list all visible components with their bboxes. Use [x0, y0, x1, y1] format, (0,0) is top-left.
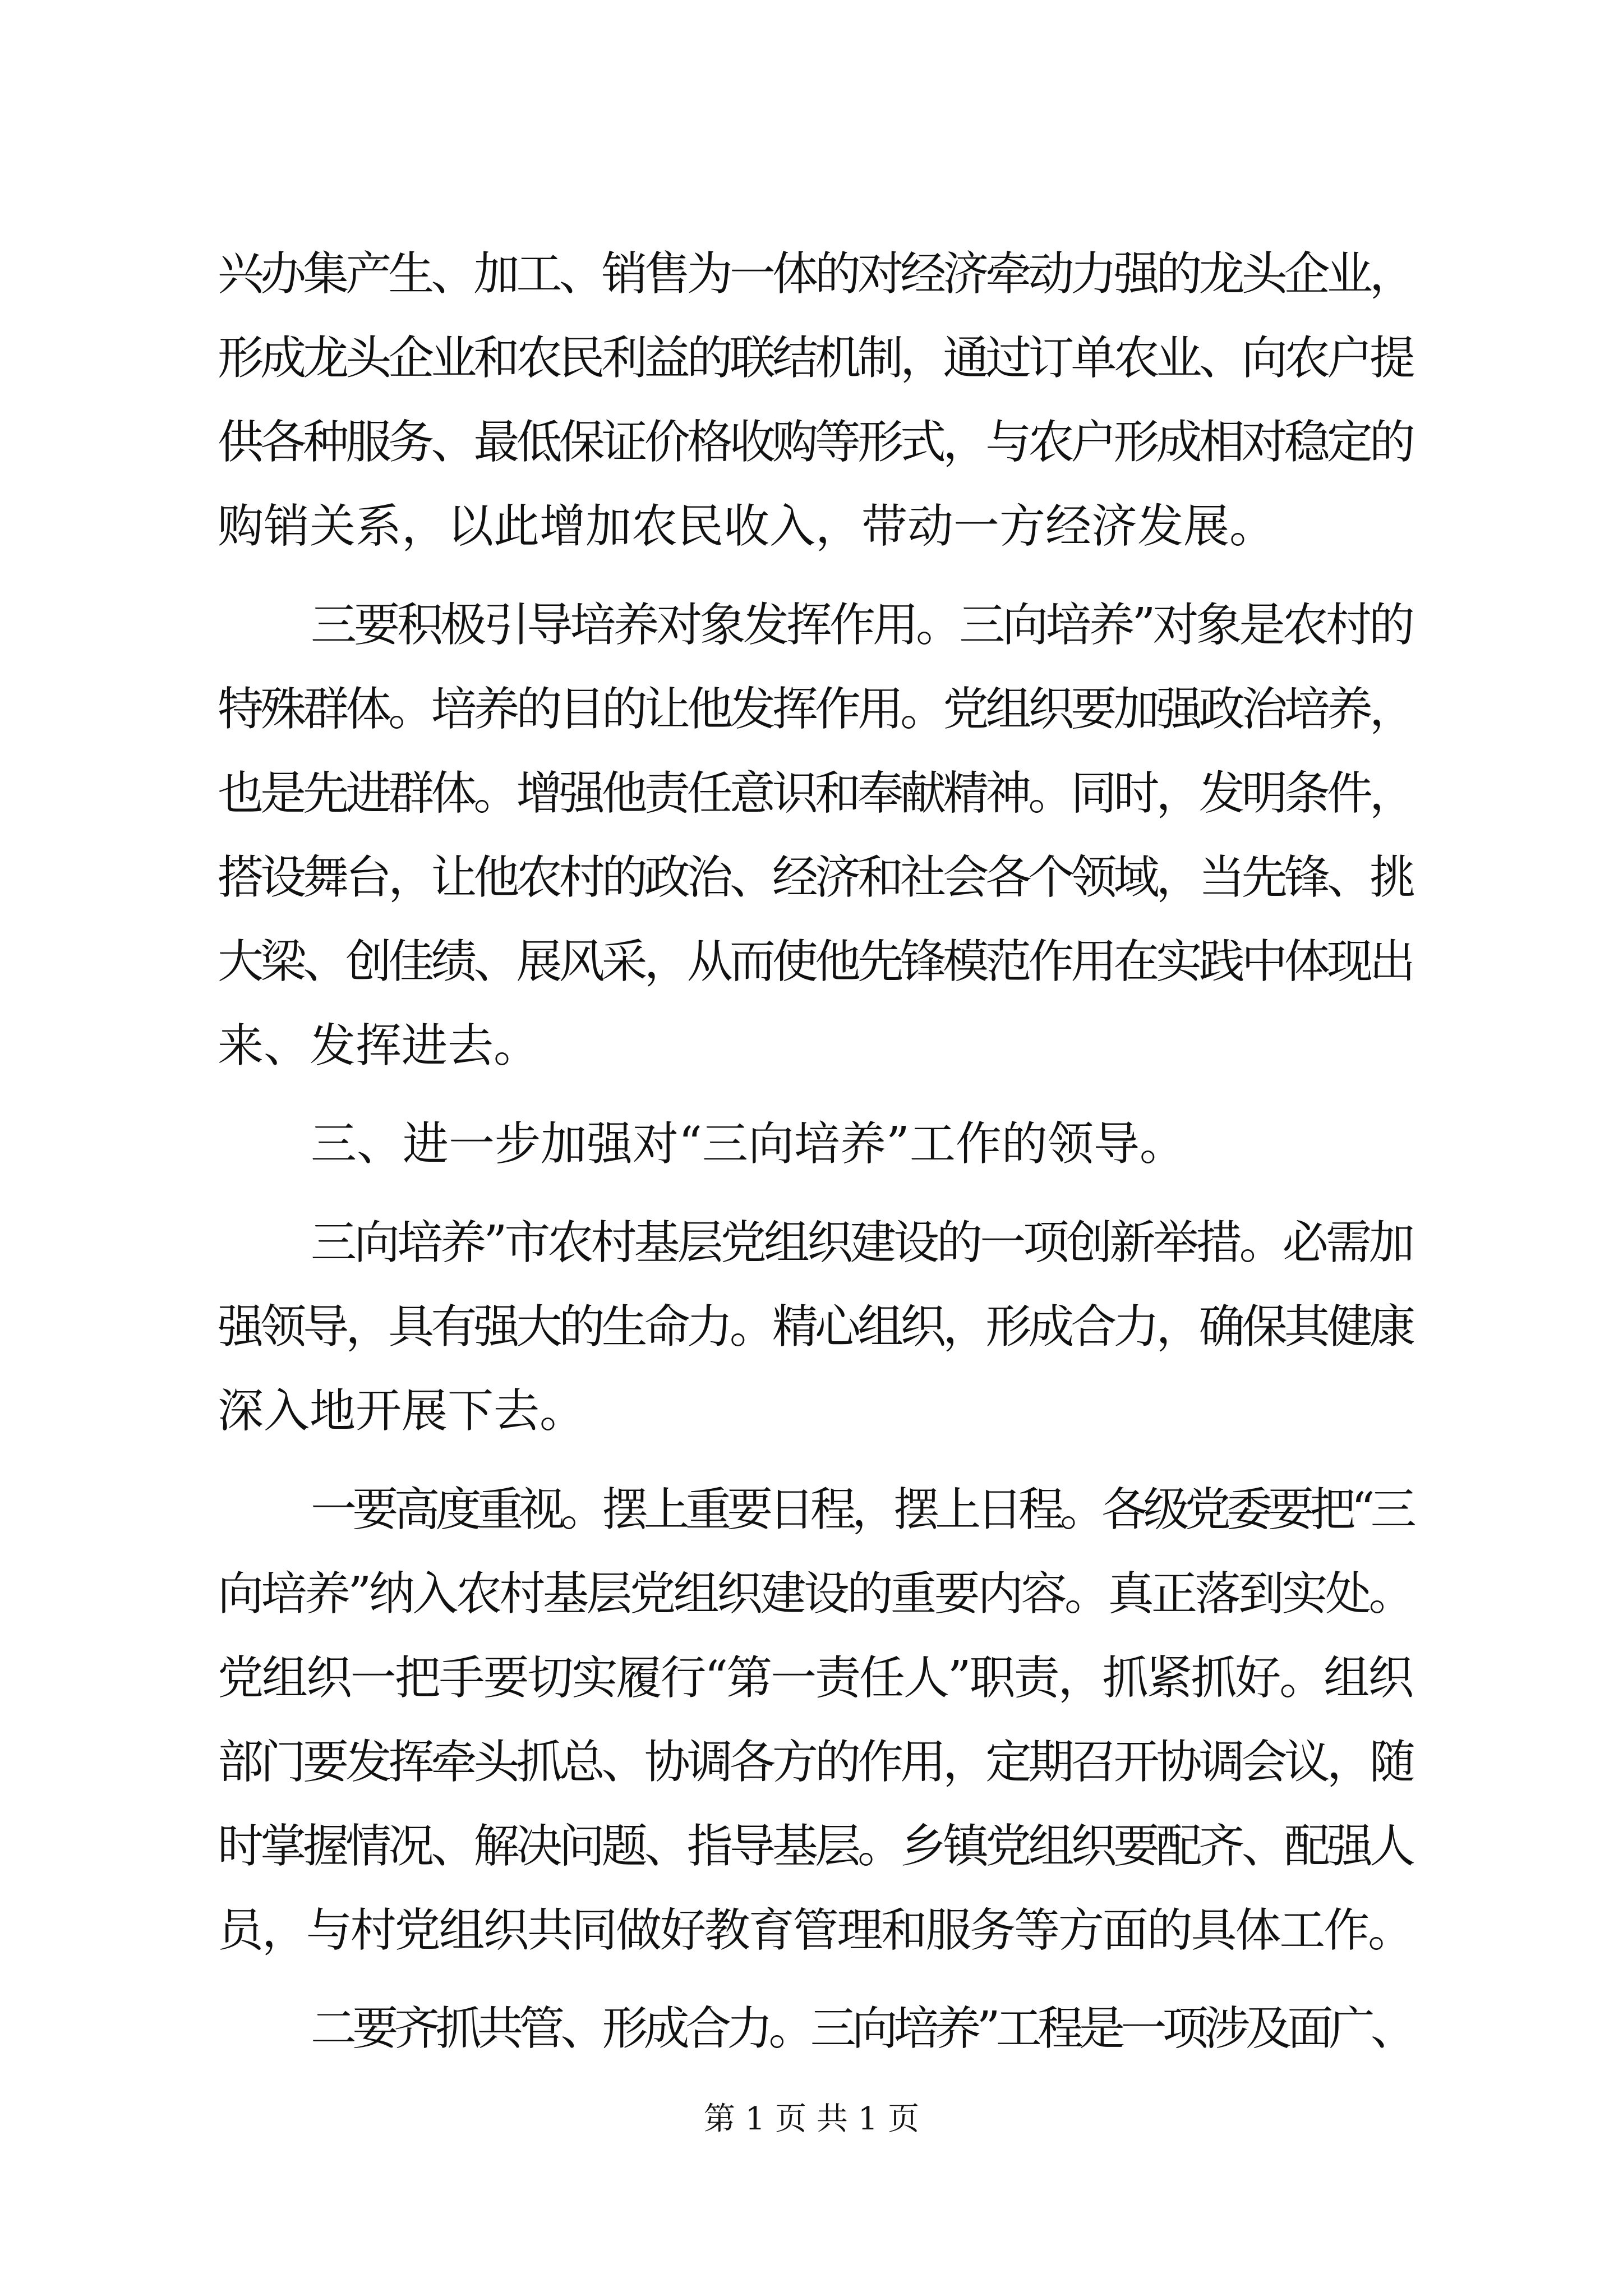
- page-footer: 第 1 页 共 1 页: [703, 2101, 920, 2137]
- paragraph-first-line: 三要积极引导培养对象发挥作用。三向培养”对象是农村的: [311, 599, 1412, 652]
- paragraph-line: 深入地开展下去。: [218, 1384, 586, 1438]
- paragraph-line: 大梁、创佳绩、展风采，从而使他先锋模范作用在实践中体现出: [218, 935, 1412, 988]
- paragraph-line: 形成龙头企业和农民利益的联结机制，通过订单农业、向农户提: [218, 332, 1412, 385]
- paragraph-first-line: 三、进一步加强对“三向培养”工作的领导。: [311, 1117, 1186, 1171]
- paragraph-line: 搭设舞台，让他农村的政治、经济和社会各个领域，当先锋、挑: [218, 851, 1412, 904]
- paragraph-first-line: 二要齐抓共管、形成合力。三向培养”工程是一项涉及面广、: [311, 2002, 1412, 2055]
- paragraph-first-line: 一要高度重视。摆上重要日程，摆上日程。各级党委要把“三: [311, 1483, 1412, 1536]
- paragraph-line: 强领导，具有强大的生命力。精心组织，形成合力，确保其健康: [218, 1300, 1412, 1354]
- paragraph-line: 特殊群体。培养的目的让他发挥作用。党组织要加强政治培养，: [218, 683, 1412, 736]
- paragraph-line: 党组织一把手要切实履行“第一责任人”职责，抓紧抓好。组织: [218, 1651, 1412, 1705]
- paragraph-line: 员，与村党组织共同做好教育管理和服务等方面的具体工作。: [218, 1904, 1412, 1957]
- paragraph-line: 供各种服务、最低保证价格收购等形式，与农户形成相对稳定的: [218, 416, 1412, 469]
- paragraph-line: 向培养”纳入农村基层党组织建设的重要内容。真正落到实处。: [218, 1567, 1412, 1621]
- paragraph-line: 来、发挥进去。: [218, 1019, 540, 1073]
- paragraph-line: 部门要发挥牵头抓总、协调各方的作用，定期召开协调会议，随: [218, 1736, 1412, 1789]
- paragraph-first-line: 三向培养”市农村基层党组织建设的一项创新举措。必需加: [311, 1216, 1412, 1269]
- paragraph-first-line: 兴办集产生、加工、销售为一体的对经济牵动力强的龙头企业，: [218, 247, 1412, 301]
- paragraph-line: 也是先进群体。增强他责任意识和奉献精神。同时，发明条件，: [218, 767, 1412, 820]
- paragraph-line: 购销关系，以此增加农民收入，带动一方经济发展。: [218, 500, 1276, 553]
- paragraph-line: 时掌握情况、解决问题、指导基层。乡镇党组织要配齐、配强人: [218, 1820, 1412, 1873]
